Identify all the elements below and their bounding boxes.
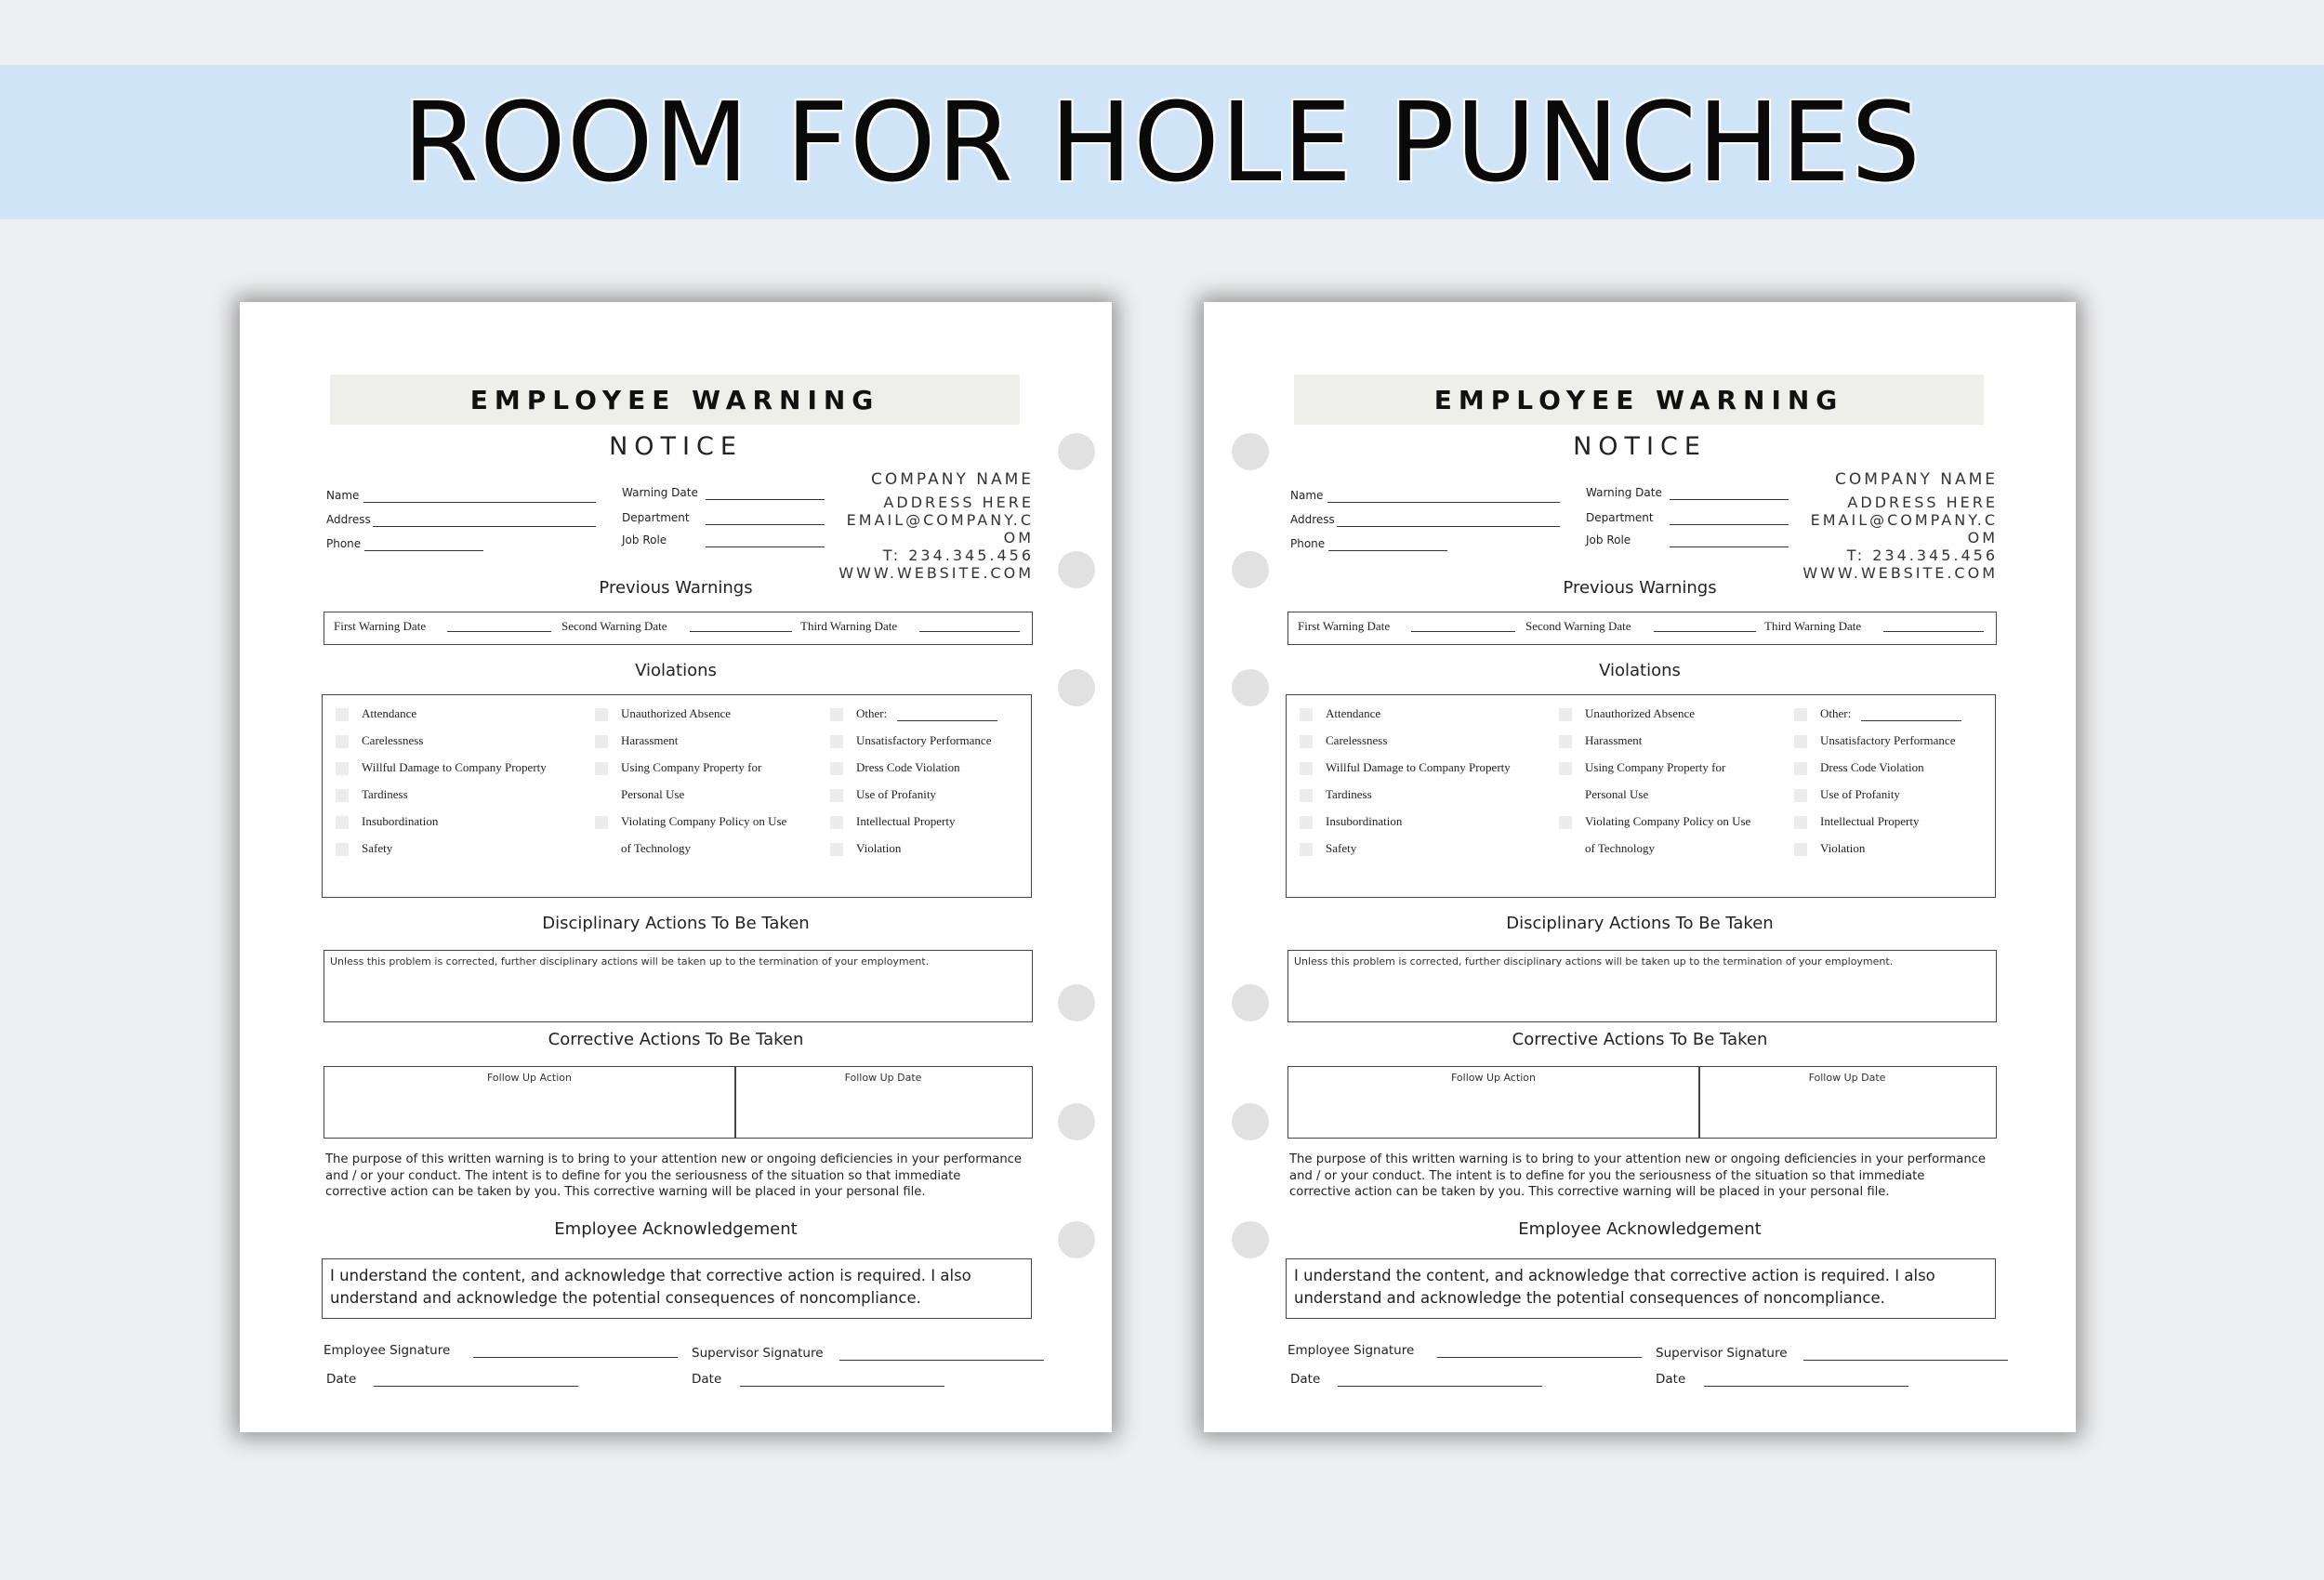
third-warning-field[interactable] [919, 631, 1020, 632]
violation-label: Harassment [621, 733, 679, 747]
third-warning-label: Third Warning Date [800, 619, 898, 633]
violation-checkbox[interactable] [595, 762, 608, 775]
phone-field[interactable] [1328, 550, 1447, 551]
violation-checkbox[interactable] [1794, 762, 1807, 775]
purpose-paragraph: The purpose of this written warning is to bring to your attention new or ongoing deficiencies in your performance and / or your conduct. The intent is to define for you the seriousness of the situation so that immediate corrective action can be taken by you. This corrective warning will be placed in your personal file. [325, 1152, 1023, 1199]
violation-checkbox[interactable] [830, 789, 843, 802]
form-title: EMPLOYEE WARNING [1294, 375, 1984, 425]
company-phone: T: 234.345.456 [1846, 546, 1998, 564]
violations-heading: Violations [635, 661, 717, 680]
first-warning-field[interactable] [447, 631, 551, 632]
acknowledgement-text: I understand the content, and acknowledge that corrective action is required. I also understand and acknowledge the potential consequences of noncompliance. [330, 1267, 971, 1307]
violation-label: Tardiness [1326, 787, 1372, 801]
disciplinary-heading: Disciplinary Actions To Be Taken [1506, 914, 1774, 933]
hole-punch [1232, 984, 1269, 1021]
name-field[interactable] [1327, 502, 1560, 503]
supervisor-signature-label: Supervisor Signature [692, 1346, 824, 1361]
violation-checkbox[interactable] [336, 735, 349, 748]
employee-signature-field[interactable] [1437, 1357, 1642, 1358]
form-page-left [240, 302, 1112, 1432]
banner-title: ROOM FOR HOLE PUNCHES [402, 78, 1922, 206]
form-page-right [1204, 302, 2076, 1432]
previous-warnings-box [1287, 612, 1997, 645]
name-label: Name [326, 489, 360, 502]
violation-checkbox[interactable] [595, 816, 608, 829]
violation-label: Violating Company Policy on Use [1585, 814, 1751, 828]
violation-label: Intellectual Property [1820, 814, 1920, 828]
follow-up-date-cell[interactable] [734, 1066, 1033, 1139]
violation-checkbox[interactable] [1794, 735, 1807, 748]
violations-box [1286, 694, 1996, 898]
company-name: COMPANY NAME [1835, 470, 1998, 489]
follow-up-action-cell[interactable] [1287, 1066, 1700, 1139]
violation-label: Other: [1820, 706, 1852, 720]
employee-date-field[interactable] [1338, 1386, 1542, 1387]
violation-label: Willful Damage to Company Property [1326, 760, 1511, 774]
violation-label: Use of Profanity [856, 787, 936, 801]
phone-label: Phone [1290, 537, 1326, 550]
violation-checkbox[interactable] [336, 843, 349, 856]
violation-label: Unauthorized Absence [621, 706, 732, 720]
violation-label: Harassment [1585, 733, 1643, 747]
employee-signature-field[interactable] [473, 1357, 678, 1358]
job-role-label: Job Role [622, 533, 667, 546]
hole-punch [1058, 984, 1095, 1021]
warning-date-label: Warning Date [1586, 486, 1662, 499]
warning-date-field[interactable] [1670, 499, 1789, 500]
company-email: EMAIL@COMPANY.COM [846, 511, 1034, 546]
violation-checkbox[interactable] [336, 789, 349, 802]
violation-label: Other: [856, 706, 888, 720]
address-field[interactable] [1337, 526, 1560, 527]
violation-label: Violating Company Policy on Use [621, 814, 787, 828]
follow-up-action-label: Follow Up Action [487, 1072, 572, 1084]
company-address: ADDRESS HERE [1847, 494, 1998, 511]
acknowledgement-box [322, 1258, 1032, 1319]
violation-label: Dress Code Violation [1820, 760, 1924, 774]
third-warning-field[interactable] [1883, 631, 1984, 632]
job-role-field[interactable] [1670, 546, 1789, 547]
violation-label: Unsatisfactory Performance [856, 733, 992, 747]
second-warning-field[interactable] [690, 631, 792, 632]
hole-punch [1232, 1103, 1269, 1140]
disciplinary-text: Unless this problem is corrected, further disciplinary actions will be taken up to the termination of your employment. [1294, 955, 1894, 968]
violation-label: Unauthorized Absence [1585, 706, 1696, 720]
hole-punch [1058, 1103, 1095, 1140]
company-phone: T: 234.345.456 [882, 546, 1034, 564]
violation-label: Willful Damage to Company Property [362, 760, 547, 774]
violation-label: Using Company Property for [1585, 760, 1726, 774]
employee-signature-label: Employee Signature [324, 1343, 451, 1358]
violation-label: Insubordination [362, 814, 439, 828]
violation-checkbox[interactable] [1300, 816, 1313, 829]
violation-checkbox[interactable] [830, 735, 843, 748]
violation-label: Safety [362, 841, 393, 855]
violation-checkbox[interactable] [1300, 735, 1313, 748]
violation-label: Violation [1820, 841, 1866, 855]
department-field[interactable] [1670, 524, 1789, 525]
disciplinary-text: Unless this problem is corrected, further disciplinary actions will be taken up to the termination of your employment. [330, 955, 930, 968]
supervisor-date-label: Date [1656, 1372, 1686, 1387]
violation-label: Violation [856, 841, 902, 855]
disciplinary-heading: Disciplinary Actions To Be Taken [542, 914, 810, 933]
follow-up-date-label: Follow Up Date [1808, 1072, 1886, 1084]
first-warning-label: First Warning Date [1298, 619, 1391, 633]
violation-checkbox[interactable] [336, 762, 349, 775]
follow-up-date-cell[interactable] [1698, 1066, 1997, 1139]
violation-label: Personal Use [621, 787, 685, 801]
violation-label: Insubordination [1326, 814, 1403, 828]
previous-warnings-heading: Previous Warnings [599, 578, 753, 598]
phone-field[interactable] [364, 550, 483, 551]
company-address: ADDRESS HERE [883, 494, 1034, 511]
violations-heading: Violations [1599, 661, 1681, 680]
company-website: WWW.WEBSITE.COM [1802, 564, 1998, 582]
violation-label: Intellectual Property [856, 814, 956, 828]
form-title: EMPLOYEE WARNING [330, 375, 1020, 425]
follow-up-date-label: Follow Up Date [844, 1072, 922, 1084]
first-warning-field[interactable] [1411, 631, 1515, 632]
job-role-label: Job Role [1586, 533, 1631, 546]
violation-label: of Technology [621, 841, 692, 855]
violation-label: Personal Use [1585, 787, 1649, 801]
violation-label: Attendance [1326, 706, 1381, 720]
follow-up-action-cell[interactable] [324, 1066, 736, 1139]
previous-warnings-heading: Previous Warnings [1563, 578, 1717, 598]
company-name: COMPANY NAME [871, 470, 1034, 489]
violation-label: Unsatisfactory Performance [1820, 733, 1956, 747]
third-warning-label: Third Warning Date [1764, 619, 1862, 633]
violation-checkbox[interactable] [1794, 708, 1807, 721]
violation-label: of Technology [1585, 841, 1656, 855]
acknowledgement-text: I understand the content, and acknowledge that corrective action is required. I also understand and acknowledge the potential consequences of noncompliance. [1294, 1267, 1935, 1307]
employee-date-label: Date [326, 1372, 357, 1387]
violation-label: Safety [1326, 841, 1357, 855]
company-email: EMAIL@COMPANY.COM [1810, 511, 1998, 546]
violation-checkbox[interactable] [1559, 735, 1572, 748]
second-warning-field[interactable] [1654, 631, 1756, 632]
address-field[interactable] [373, 526, 596, 527]
corrective-heading: Corrective Actions To Be Taken [548, 1030, 804, 1049]
violation-label: Tardiness [362, 787, 408, 801]
warning-date-field[interactable] [706, 499, 825, 500]
violation-checkbox[interactable] [1300, 762, 1313, 775]
supervisor-signature-field[interactable] [1803, 1360, 2008, 1361]
disciplinary-box[interactable] [1287, 950, 1997, 1022]
violation-checkbox[interactable] [1559, 762, 1572, 775]
first-warning-label: First Warning Date [334, 619, 427, 633]
purpose-paragraph: The purpose of this written warning is to bring to your attention new or ongoing deficiencies in your performance and / or your conduct. The intent is to define for you the seriousness of the situation so that immediate corrective action can be taken by you. This corrective warning will be placed in your personal file. [1289, 1152, 1987, 1199]
supervisor-signature-field[interactable] [839, 1360, 1044, 1361]
corrective-heading: Corrective Actions To Be Taken [1512, 1030, 1768, 1049]
violation-checkbox[interactable] [830, 843, 843, 856]
phone-label: Phone [326, 537, 362, 550]
violations-box [322, 694, 1032, 898]
violation-checkbox[interactable] [1300, 843, 1313, 856]
employee-date-label: Date [1290, 1372, 1321, 1387]
violation-checkbox[interactable] [1794, 843, 1807, 856]
supervisor-signature-label: Supervisor Signature [1656, 1346, 1788, 1361]
violation-checkbox[interactable] [1300, 789, 1313, 802]
disciplinary-box[interactable] [324, 950, 1033, 1022]
name-label: Name [1290, 489, 1324, 502]
form-subtitle: NOTICE [609, 432, 743, 461]
company-block [838, 471, 1034, 582]
violation-checkbox[interactable] [1300, 708, 1313, 721]
supervisor-date-field[interactable] [740, 1386, 944, 1387]
department-field[interactable] [706, 524, 825, 525]
other-violation-field[interactable] [1861, 720, 1961, 721]
supervisor-date-field[interactable] [1704, 1386, 1908, 1387]
acknowledgement-heading: Employee Acknowledgement [554, 1219, 798, 1239]
violation-checkbox[interactable] [595, 708, 608, 721]
supervisor-date-label: Date [692, 1372, 722, 1387]
violation-checkbox[interactable] [830, 816, 843, 829]
violation-checkbox[interactable] [1794, 816, 1807, 829]
violation-checkbox[interactable] [595, 735, 608, 748]
violation-label: Carelessness [1326, 733, 1388, 747]
employee-signature-label: Employee Signature [1287, 1343, 1415, 1358]
job-role-field[interactable] [706, 546, 825, 547]
warning-date-label: Warning Date [622, 486, 698, 499]
violation-checkbox[interactable] [1559, 708, 1572, 721]
violation-label: Using Company Property for [621, 760, 762, 774]
violation-label: Attendance [362, 706, 417, 720]
address-label: Address [1290, 513, 1335, 526]
address-label: Address [326, 513, 371, 526]
previous-warnings-box [324, 612, 1033, 645]
violation-checkbox[interactable] [1559, 816, 1572, 829]
violation-label: Carelessness [362, 733, 424, 747]
follow-up-action-label: Follow Up Action [1451, 1072, 1536, 1084]
form-subtitle: NOTICE [1573, 432, 1707, 461]
second-warning-label: Second Warning Date [561, 619, 667, 633]
name-field[interactable] [363, 502, 596, 503]
other-violation-field[interactable] [897, 720, 997, 721]
violation-label: Use of Profanity [1820, 787, 1900, 801]
employee-date-field[interactable] [374, 1386, 578, 1387]
department-label: Department [622, 511, 690, 524]
acknowledgement-heading: Employee Acknowledgement [1518, 1219, 1762, 1239]
acknowledgement-box [1286, 1258, 1996, 1319]
company-website: WWW.WEBSITE.COM [838, 564, 1034, 582]
second-warning-label: Second Warning Date [1525, 619, 1631, 633]
violation-checkbox[interactable] [336, 708, 349, 721]
company-block [1802, 471, 1998, 582]
department-label: Department [1586, 511, 1654, 524]
violation-checkbox[interactable] [1794, 789, 1807, 802]
violation-label: Dress Code Violation [856, 760, 960, 774]
violation-checkbox[interactable] [830, 762, 843, 775]
violation-checkbox[interactable] [336, 816, 349, 829]
violation-checkbox[interactable] [830, 708, 843, 721]
